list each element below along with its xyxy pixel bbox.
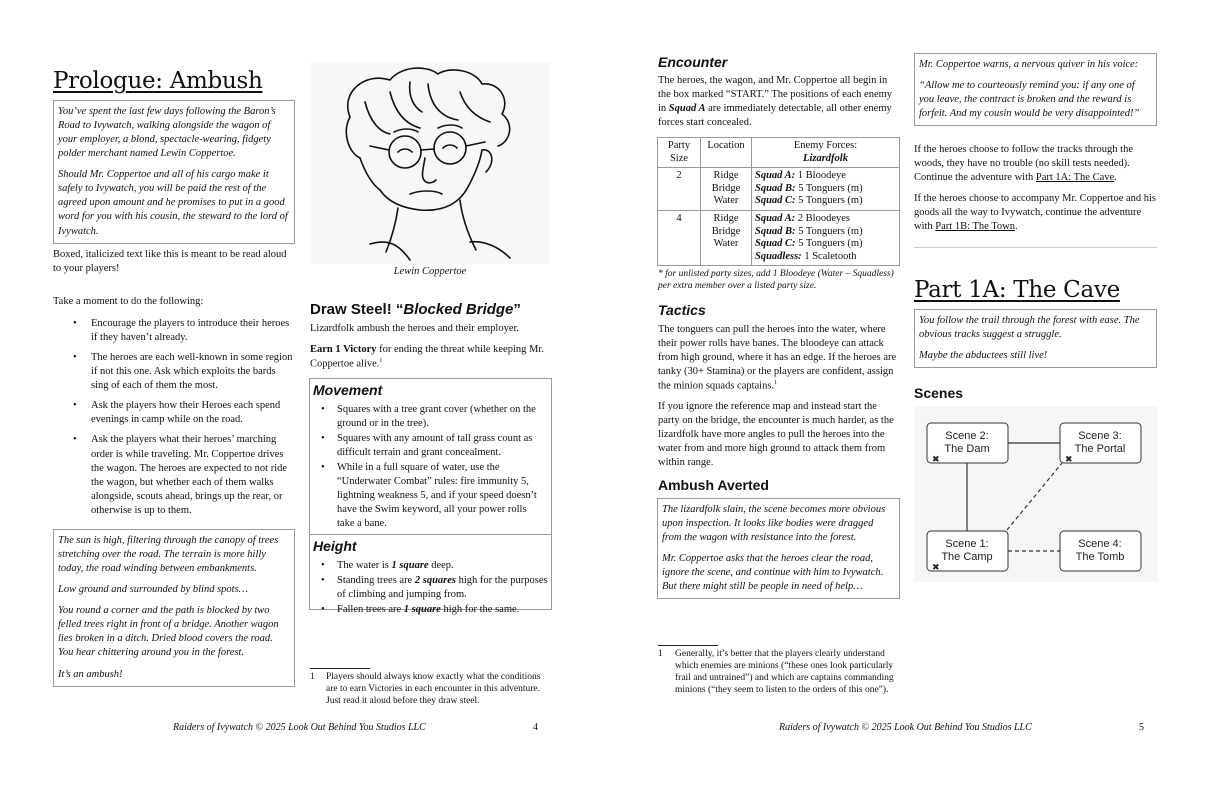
averted-read-aloud-box <box>657 498 900 599</box>
height-section <box>310 534 551 617</box>
table-header: Location <box>701 138 752 168</box>
svg-text:The Tomb: The Tomb <box>1075 551 1125 563</box>
follow-tracks-text: If the heroes choose to follow the tracks through the woods, they have no trouble (no skill tests needed). Continue the adventure with Part 1A: The Cave. <box>914 144 1133 184</box>
victory-condition <box>310 343 550 372</box>
svg-text:The Portal: The Portal <box>1074 443 1126 455</box>
draw-steel-name: Blocked Bridge <box>403 301 514 318</box>
scene-node-3 <box>1060 423 1141 464</box>
tactics-title: Tactics <box>658 302 706 318</box>
table-cell: Ridge Bridge Water <box>701 168 752 211</box>
ambush-averted-title: Ambush Averted <box>658 477 769 493</box>
warning-paragraph: Mr. Coppertoe warns, a nervous quiver in his voice: <box>919 59 1139 70</box>
portrait-caption: Lewin Coppertoe <box>393 266 467 277</box>
coppertoe-portrait <box>310 62 550 264</box>
table-header-row <box>658 138 900 168</box>
victory-bold: Earn 1 Victory <box>310 344 377 355</box>
footnote-marker: 1 <box>774 380 778 387</box>
footnote-text: Generally, it’s better that the players clearly understand which enemies are minions (“these ones look particularly frail and untrained”) and which are captains commanding minions (“they seem to listen to the orders of this one”). <box>675 649 894 695</box>
intro-paragraph: You’ve spent the last few days following the Baron’s Road to Ivywatch, walking alongside the wagon of your employer, a blond, spectacle-wearing, fidgety polder merchant named Lewin Coppertoe. <box>58 106 276 160</box>
victory-text: for ending the threat while keeping Mr. Coppertoe alive. <box>310 344 544 370</box>
list-item: • Encourage the players to introduce their heroes if they haven’t already. <box>91 317 295 345</box>
list-item: • Ask the players how their Heroes each spend evenings in camp while on the road. <box>91 399 295 427</box>
footnote-marker: 1 <box>379 358 383 365</box>
svg-text:Scene 1:: Scene 1: <box>945 538 989 550</box>
page-number-right: 5 <box>1139 722 1144 733</box>
list-item: • The heroes are each well-known in some region if not this one. Ask which exploits the bards sing of each of them the most. <box>91 351 295 393</box>
list-item: • While in a full square of water, use the “Underwater Combat” rules: fire immunity 5, lightning weakness 5, and if your speed doesn’t have the Swim keyword, all your power rolls take a bane. <box>337 461 546 531</box>
tactics-text: The tonguers can pull the heroes into the water, where their power rolls have banes. The bloodeye can attack from high ground, where it has an edge. If the heroes are tanky (30+ Stamina) or the players are confident, assign the minion squads captains.$^1$ <box>658 324 897 392</box>
scene-node-1 <box>927 531 1008 572</box>
tactics-text-2: If you ignore the reference map and instead start the party on the bridge, the encounter is much harder, as the lizardfolk have more angles to pull the heroes into the water from and more high ground to attack them from within range. <box>658 401 894 469</box>
footnote-left <box>310 672 550 708</box>
scenes-title: Scenes <box>914 385 964 401</box>
encounter-table <box>657 137 900 266</box>
footer-left: Raiders of Ivywatch © 2025 Look Out Behind You Studios LLC <box>173 722 426 733</box>
encounter-text: The heroes, the wagon, and Mr. Coppertoe all begin in the box marked “START.” The positions of each enemy in Squad A are immediately detectable, all other enemy forces start concealed. <box>658 75 893 129</box>
list-item: • Fallen trees are 1 square high for the same. <box>337 603 548 617</box>
svg-text:The Camp: The Camp <box>941 551 993 563</box>
averted-paragraph: The lizardfolk slain, the scene becomes more obvious upon inspection. It looks like bodies were dragged from the wagon with resistance into the forest. <box>662 504 886 544</box>
cave-paragraph: You follow the trail through the forest with ease. The obvious tracks suggest a struggle. <box>919 315 1140 341</box>
table-header: Enemy Forces: Lizardfolk <box>752 138 900 168</box>
take-moment-text: Take a moment to do the following: <box>53 296 204 307</box>
footnote-text: Players should always know exactly what the conditions are to earn Victories in each encounter in this adventure. Just read it aloud before they draw steel. <box>326 672 541 706</box>
table-row <box>658 210 900 265</box>
table-cell: Squad A: 1 Bloodeye Squad B: 5 Tonguers (m) Squad C: 5 Tonguers (m) <box>752 168 900 211</box>
list-item: • Squares with a tree grant cover (whether on the ground or in the tree). <box>337 403 546 431</box>
movement-list <box>313 403 548 532</box>
prologue-title: Prologue: Ambush <box>53 68 263 94</box>
intro-read-aloud-box <box>53 100 295 244</box>
encounter-title: Encounter <box>658 54 728 70</box>
part-1a-link[interactable]: Part 1A: The Cave <box>1035 172 1115 184</box>
table-cell: 4 <box>658 210 701 265</box>
table-row <box>658 168 900 211</box>
part-1a-title: Part 1A: The Cave <box>914 277 1120 303</box>
svg-text:Scene 4:: Scene 4: <box>1078 538 1122 550</box>
movement-title: Movement <box>313 382 383 398</box>
part-1b-link[interactable]: Part 1B: The Town <box>935 221 1015 233</box>
svg-text:Scene 2:: Scene 2: <box>945 430 989 442</box>
height-title: Height <box>313 538 357 555</box>
table-cell: 2 <box>658 168 701 211</box>
scenes-map <box>914 406 1158 582</box>
accompany-text: If the heroes choose to accompany Mr. Coppertoe and his goods all the way to Ivywatch, continue the adventure with Part 1B: The Town. <box>914 193 1157 233</box>
table-cell: Ridge Bridge Water <box>701 210 752 265</box>
list-item: • Standing trees are 2 squares high for the purposes of climbing and jumping from. <box>337 574 548 602</box>
movement-section <box>310 379 551 531</box>
svg-text:Scene 3:: Scene 3: <box>1078 430 1122 442</box>
cave-paragraph: Maybe the abductees still live! <box>919 350 1048 362</box>
draw-steel-description: Lizardfolk ambush the heroes and their employer. <box>310 323 520 334</box>
footer-right: Raiders of Ivywatch © 2025 Look Out Behind You Studios LLC <box>779 722 1032 733</box>
section-divider <box>914 247 1157 248</box>
averted-paragraph: Mr. Coppertoe asks that the heroes clear the road, ignore the scene, and continue with him to Ivywatch. But there might still be people in need of help… <box>662 553 884 593</box>
close-icon: ✖ <box>932 454 940 464</box>
footnote-rule <box>658 645 718 646</box>
ambush-paragraph: The sun is high, filtering through the canopy of trees stretching over the road. The terrain is more hilly today, the road winding between embankments. <box>58 535 279 575</box>
draw-steel-prefix: Draw Steel! “ <box>310 301 404 318</box>
page-number-left: 4 <box>533 722 538 733</box>
warning-paragraph: “Allow me to courteously remind you: if any one of you leave, the contract is broken and the reward is forfeit. And my cousin would be very disappointed!” <box>919 80 1140 120</box>
footnote-rule <box>310 668 370 669</box>
portrait-sketch-image <box>310 62 550 264</box>
draw-steel-heading <box>310 300 550 320</box>
list-item: • Squares with any amount of tall grass count as difficult terrain and grant concealment. <box>337 432 546 460</box>
scene-node-4 <box>1060 531 1141 571</box>
terrain-rules-box <box>309 378 552 616</box>
warning-read-aloud-box <box>914 53 1157 126</box>
prologue-bullet-list <box>53 317 295 524</box>
list-item: • The water is 1 square deep. <box>337 559 548 573</box>
footnote-right <box>658 649 900 697</box>
draw-steel-suffix: ” <box>513 301 521 318</box>
list-item: • Ask the players what their heroes’ marching order is while traveling. Mr. Coppertoe drives the wagon. The heroes are expected to not ride the wagon, but whether each of them walks alongside, scouts ahead, brings up the rear, or otherwise is up to them. <box>91 433 295 517</box>
footnote-number: 1 <box>310 672 315 682</box>
table-cell: Squad A: 2 Bloodeyes Squad B: 5 Tonguers (m) Squad C: 5 Tonguers (m) Squadless: 1 Scaletooth <box>752 210 900 265</box>
close-icon: ✖ <box>1065 454 1073 464</box>
close-icon: ✖ <box>932 562 940 572</box>
ambush-read-aloud-box <box>53 529 295 687</box>
svg-text:The Dam: The Dam <box>944 443 990 455</box>
intro-paragraph: Should Mr. Coppertoe and all of his cargo make it safely to Ivywatch, you will be paid the rest of the agreed upon amount and he promises to put in a good word for you with his cousin, the steward to the lord of Ivywatch. <box>58 169 288 237</box>
table-header: Party Size <box>658 138 701 168</box>
ambush-paragraph: Low ground and surrounded by blind spots… <box>58 584 248 596</box>
scene-node-2 <box>927 423 1008 464</box>
scenes-map-diagram <box>914 406 1158 582</box>
read-aloud-note: Boxed, italicized text like this is meant to be read aloud to your players! <box>53 249 287 275</box>
ambush-paragraph: You round a corner and the path is blocked by two felled trees right in front of a bridge. Another wagon lies broken in a ditch. Dried blood covers the road. You hear chittering around you in the forest. <box>58 605 279 659</box>
footnote-number: 1 <box>658 649 663 659</box>
ambush-paragraph: It’s an ambush! <box>58 668 123 680</box>
height-list <box>313 559 548 617</box>
table-note: * for unlisted party sizes, add 1 Bloodeye (Water – Squadless) per extra member over a listed party size. <box>658 269 894 292</box>
cave-read-aloud-box <box>914 309 1157 368</box>
